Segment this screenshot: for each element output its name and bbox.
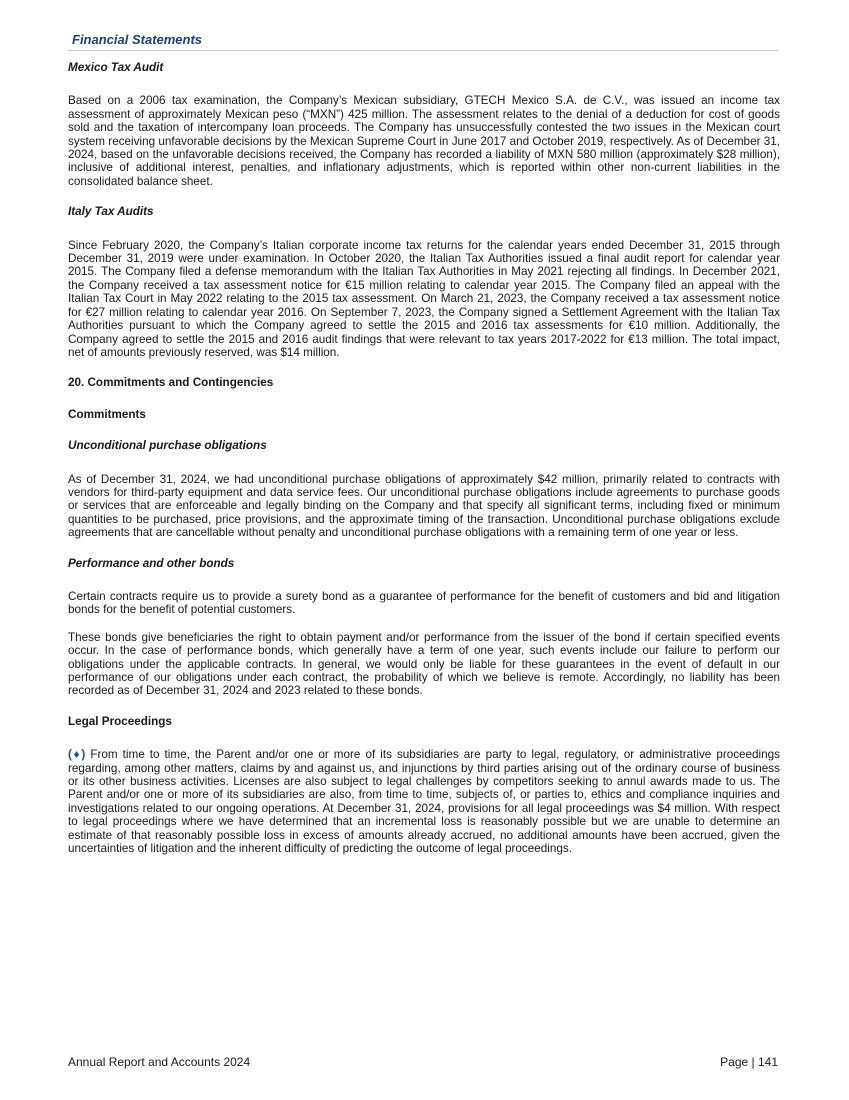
- footer-report-title: Annual Report and Accounts 2024: [68, 1055, 251, 1069]
- section-title: Financial Statements: [72, 32, 203, 47]
- commitments-heading: Commitments: [68, 407, 146, 421]
- legal-body: [68, 748, 780, 855]
- legal-heading: Legal Proceedings: [68, 714, 172, 728]
- purchase-heading: Unconditional purchase obligations: [68, 439, 267, 453]
- page-content: [68, 59, 780, 855]
- italy-body: Since February 2020, the Company’s Italian corporate income tax returns for the calendar years ended December 31, 2015 through December 31, 2019 were under examination. In October 2020, the Italian Tax Authorities issued a final audit report for calendar year 2015. The Company filed a defense memorandum with the Italian Tax Authorities in May 2021 rejecting all findings. In December 2021, the Company received a tax assessment notice for €15 million relating to calendar year 2015. The Company filed an appeal with the Italian Tax Court in May 2022 relating to the 2015 tax assessment. On March 21, 2023, the Company received a tax assessment notice for €27 million relating to calendar year 2016. On September 7, 2023, the Company signed a Settlement Agreement with the Italian Tax Authorities pursuant to which the Company agreed to settle the 2015 and 2016 tax assessments for €10 million. Additionally, the Company agreed to settle the 2015 and 2016 audit findings that were relevant to tax years 2017-2022 for €13 million. The total impact, net of amounts previously reserved, was $14 million.: [68, 238, 780, 359]
- mexico-heading: Mexico Tax Audit: [68, 61, 164, 74]
- bonds-body-2: These bonds give beneficiaries the right to obtain payment and/or performance from the issuer of the bond if certain specified events occur. In the case of performance bonds, which generally have a term of one year, such events include our failure to perform our obligations under the applicable contracts. In general, we would only be liable for these guarantees in the event of default in our performance of our obligations under each contract, the probability of which we believe is remote. Accordingly, no liability has been recorded as of December 31, 2024 and 2023 related to these bonds.: [68, 630, 780, 698]
- italy-heading: Italy Tax Audits: [68, 205, 154, 219]
- footer-page-number: Page | 141: [720, 1055, 778, 1069]
- mexico-body: Based on a 2006 tax examination, the Company’s Mexican subsidiary, GTECH Mexico S.A. de C.V., was issued an income tax assessment of approximately Mexican peso (“MXN”) 425 million. The assessment relates to the denial of a deduction for cost of goods sold and the taxation of intercompany loan proceeds. The Company has unsuccessfully contested the two issues in the Mexican court system receiving unfavorable decisions by the Mexican Supreme Court in June 2017 and October 2019, respectively. As of December 31, 2024, based on the unfavorable decisions received, the Company has recorded a liability of MXN 580 million (approximately $28 million), inclusive of additional interest, penalties, and inflationary adjustments, which is reported within other non-current liabilities in the consolidated balance sheet.: [68, 94, 780, 188]
- diamond-marker: (♦): [68, 748, 86, 762]
- legal-body-text: From time to time, the Parent and/or one or more of its subsidiaries are party to legal, regulatory, or administrative proceedings regarding, among other matters, claims by and against us, and injunctions by third parties arising out of the ordinary course of business or its other business activities. Licenses are also subject to legal challenges by competitors seeking to annul awards made to us. The Parent and/or one or more of its subsidiaries are also, from time to time, subjects of, or parties to, ethics and compliance inquiries and investigations related to our ongoing operations. At December 31, 2024, provisions for all legal proceedings was $4 million. With respect to legal proceedings where we have determined that an incremental loss is reasonably possible but we are unable to determine an estimate of that reasonably possible loss in excess of amounts already accrued, no additional amounts have been accrued, given the uncertainties of litigation and the inherent difficulty of predicting the outcome of legal proceedings.: [68, 748, 781, 856]
- header-rule: [68, 50, 778, 51]
- purchase-body: As of December 31, 2024, we had unconditional purchase obligations of approximately $42 million, primarily related to contracts with vendors for third-party equipment and data service fees. Our unconditional purchase obligations include agreements to purchase goods or services that are enforceable and legally binding on the Company and that specify all significant terms, including fixed or minimum quantities to be purchased, price provisions, and the approximate timing of the transaction. Unconditional purchase obligations exclude agreements that are cancellable without penalty and unconditional purchase obligations with a remaining term of one year or less.: [68, 472, 780, 540]
- note20-heading: 20. Commitments and Contingencies: [68, 376, 274, 390]
- bonds-body-1: Certain contracts require us to provide a surety bond as a guarantee of performance for the benefit of customers and bid and litigation bonds for the benefit of potential customers.: [68, 589, 780, 617]
- bonds-heading: Performance and other bonds: [68, 556, 235, 570]
